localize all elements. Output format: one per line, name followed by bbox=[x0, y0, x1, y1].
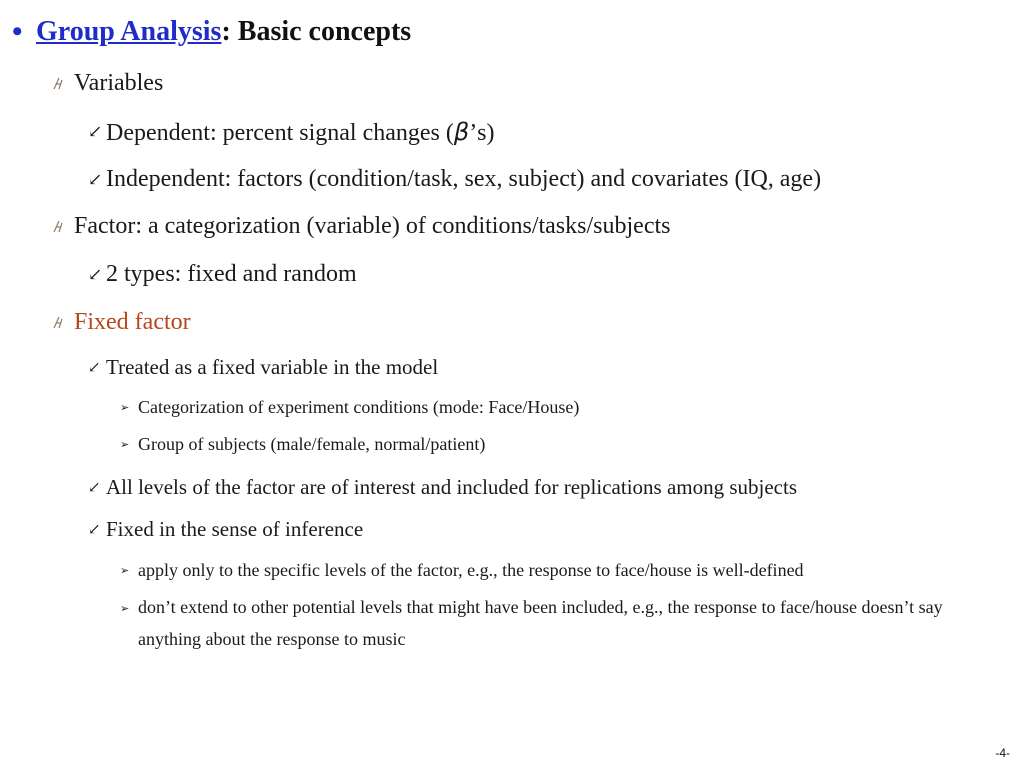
arrow-down-left-icon: ↙ bbox=[88, 122, 103, 141]
arrow-down-left-icon: ↙ bbox=[88, 480, 101, 496]
hanging-bullet-icon bbox=[50, 213, 74, 239]
sub-bullet-fixed-inference bbox=[88, 517, 363, 542]
arrowhead-right-icon: ➢ bbox=[120, 603, 130, 615]
arrowhead-right-icon: ➢ bbox=[120, 565, 130, 577]
bullet-fixed-factor bbox=[50, 309, 191, 336]
bullet-text: Variables bbox=[74, 70, 164, 96]
bullet-text: apply only to the specific levels of the factor, e.g., the response to face/house is well-defined bbox=[138, 560, 804, 580]
hanging-bullet-icon bbox=[50, 70, 74, 96]
arrowhead-right-icon: ➢ bbox=[120, 402, 130, 414]
bullet-text: Fixed in the sense of inference bbox=[106, 517, 364, 541]
sub-sub-bullet-categorization bbox=[120, 397, 579, 418]
sub-sub-bullet-dont-extend bbox=[120, 592, 958, 655]
arrow-down-left-icon: ↙ bbox=[88, 170, 103, 189]
title-text: : Basic concepts bbox=[221, 16, 412, 47]
bullet-text: All levels of the factor are of interest and included for replications among subjects bbox=[106, 475, 798, 499]
arrow-down-left-icon: ↙ bbox=[88, 360, 101, 376]
bullet-text: 2 types: fixed and random bbox=[106, 261, 357, 287]
bullet-text: Treated as a fixed variable in the model bbox=[106, 355, 439, 379]
hanging-bullet-icon bbox=[50, 309, 74, 335]
sub-sub-bullet-apply-only bbox=[120, 560, 804, 581]
bullet-factor bbox=[50, 213, 670, 240]
beta-symbol: β bbox=[453, 118, 470, 146]
bullet-text: Fixed factor bbox=[74, 309, 191, 335]
bullet-variables bbox=[50, 70, 163, 97]
page-number: -4- bbox=[995, 746, 1010, 760]
sub-bullet-independent bbox=[88, 166, 821, 193]
bullet-text: Categorization of experiment conditions (mode: Face/House) bbox=[138, 397, 580, 417]
sub-sub-bullet-group-subjects bbox=[120, 434, 485, 455]
bullet-text: Independent: factors (condition/task, sex, subject) and covariates (IQ, age) bbox=[106, 166, 822, 192]
sub-bullet-two-types bbox=[88, 261, 357, 288]
group-analysis-link[interactable]: Group Analysis bbox=[36, 16, 222, 47]
sub-bullet-treated bbox=[88, 355, 438, 380]
arrow-down-left-icon: ↙ bbox=[88, 522, 101, 538]
title-bullet-icon: • bbox=[12, 15, 23, 48]
arrowhead-right-icon: ➢ bbox=[120, 439, 130, 451]
bullet-text: Group of subjects (male/female, normal/patient) bbox=[138, 434, 486, 454]
bullet-text: don’t extend to other potential levels that might have been included, e.g., the response to face/house doesn’t say anything about the response to music bbox=[138, 597, 943, 649]
bullet-text: Dependent: percent signal changes (β’s) bbox=[106, 118, 495, 146]
sub-bullet-all-levels bbox=[88, 475, 797, 500]
sub-bullet-dependent bbox=[88, 118, 495, 147]
bullet-text: Factor: a categorization (variable) of conditions/tasks/subjects bbox=[74, 213, 671, 239]
arrow-down-left-icon: ↙ bbox=[88, 265, 103, 284]
slide-title bbox=[12, 12, 411, 52]
